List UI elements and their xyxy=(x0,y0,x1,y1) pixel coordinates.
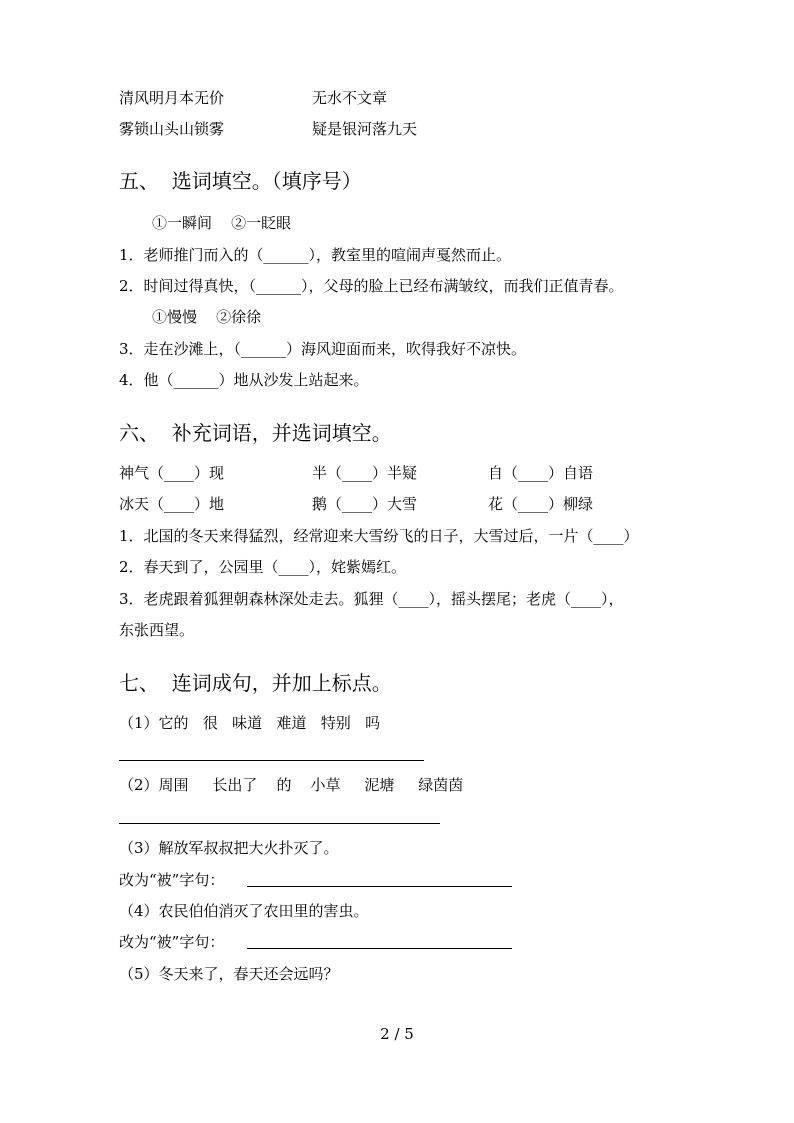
pair1-right: 无水不文章 xyxy=(312,89,388,107)
section7-item-3: （3）解放军叔叔把大火扑灭了。 xyxy=(119,839,339,857)
page-number: 2 / 5 xyxy=(380,1025,414,1043)
section5-question-3: 3．走在沙滩上，（______）海风迎面而来，吹得我好不凉快。 xyxy=(119,340,527,358)
section5-question-2: 2．时间过得真快，（______），父母的脸上已经布满皱纹，而我们正值青春。 xyxy=(119,277,624,295)
section7-item-2: （2）周围 长出了 的 小草 泥塘 绿茵茵 xyxy=(119,776,464,794)
section7-item-4: （4）农民伯伯消灭了农田里的害虫。 xyxy=(119,902,369,920)
section5-question-4: 4．他（______）地从沙发上站起来。 xyxy=(119,371,369,389)
section7-title: 七、 连词成句，并加上标点。 xyxy=(119,671,392,695)
answer-line-3[interactable] xyxy=(247,886,512,887)
word-item: 自（____）自语 xyxy=(488,464,594,482)
section6-question-3-continued: 东张西望。 xyxy=(119,621,195,639)
word-item: 神气（____）现 xyxy=(119,464,225,482)
section6-question-3: 3．老虎跟着狐狸朝森林深处走去。狐狸（____），摇头摆尾；老虎（____）， xyxy=(119,590,624,608)
section7-item-4-prompt: 改为“被”字句： xyxy=(119,933,225,951)
section5-title: 五、 选词填空。（填序号） xyxy=(119,169,362,193)
section7-item-3-prompt: 改为“被”字句： xyxy=(119,871,225,889)
section6-question-1: 1．北国的冬天来得猛烈，经常迎来大雪纷飞的日子，大雪过后，一片（____） xyxy=(119,527,639,545)
section5-options-1: ①一瞬间 ②一眨眼 xyxy=(152,214,292,232)
word-item: 冰天（____）地 xyxy=(119,495,225,513)
section7-item-1: （1）它的 很 味道 难道 特别 吗 xyxy=(119,714,381,732)
section5-question-1: 1．老师推门而入的（______），教室里的喧闹声戛然而止。 xyxy=(119,246,512,264)
section7-item-5: （5）冬天来了，春天还会远吗？ xyxy=(119,965,339,983)
section6-question-2: 2．春天到了，公园里（____），姹紫嫣红。 xyxy=(119,558,407,576)
answer-line-1[interactable] xyxy=(119,760,424,761)
answer-line-2[interactable] xyxy=(119,823,440,824)
pair2-left: 雾锁山头山锁雾 xyxy=(119,120,225,138)
word-item: 鹅（____）大雪 xyxy=(312,495,418,513)
section6-title: 六、 补充词语，并选词填空。 xyxy=(119,421,392,445)
answer-line-4[interactable] xyxy=(247,948,512,949)
word-item: 花（____）柳绿 xyxy=(488,495,594,513)
word-item: 半（____）半疑 xyxy=(312,464,418,482)
section5-options-2: ①慢慢 ②徐徐 xyxy=(152,308,262,326)
pair2-right: 疑是银河落九天 xyxy=(312,120,418,138)
pair1-left: 清风明月本无价 xyxy=(119,89,225,107)
